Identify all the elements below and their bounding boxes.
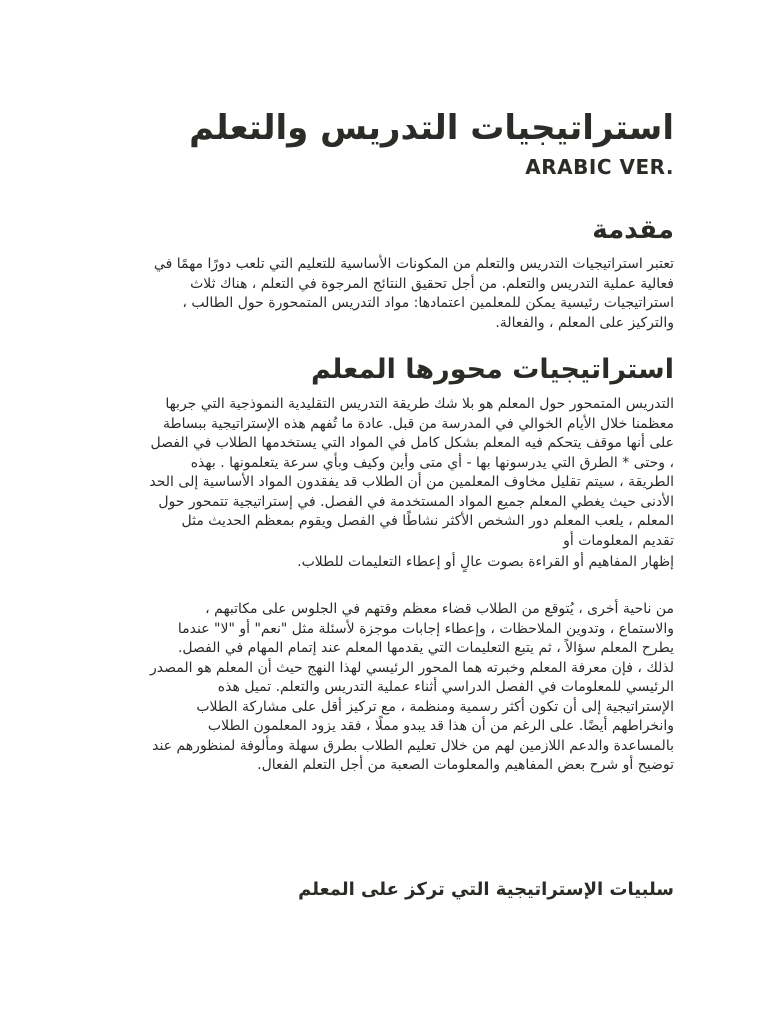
paragraph-line: فعالية عملية التدريس والتعلم. من أجل تحقيق النتائج المرجوة في التعلم ، هناك ثلاث [190, 275, 674, 292]
paragraph-line: توضيح أو شرح بعض المفاهيم والمعلومات الصعبة من أجل التعلم الفعال. [257, 757, 674, 773]
paragraph-line: وانخراطهم أيضًا. على الرغم من أن هذا قد يبدو مملًا ، فقد يزود المعلمون الطلاب [207, 718, 674, 734]
negatives-heading: سلبيات الإستراتيجية التي تركز على المعلم [298, 879, 674, 900]
paragraph-line: الأدنى حيث يغطي المعلم جميع المواد المستخدمة في الفصل. في إستراتيجية تتمحور حول [158, 493, 674, 510]
paragraph-line: يطرح المعلم سؤالاً ، ثم يتبع التعليمات التي يقدمها المعلم عند إتمام المهام في الفصل. [177, 640, 674, 656]
paragraph-line: لذلك ، فإن معرفة المعلم وخبرته هما المحور الرئيسي لهذا النهج حيث أن المعلم هو المصدر [150, 659, 674, 676]
paragraph-line: المعلم ، يلعب المعلم دور الشخص الأكثر نشاطًا في الفصل ويقوم بمعظم الحديث مثل [181, 513, 674, 529]
paragraph-line: استراتيجيات رئيسية يمكن للمعلمين اعتمادها: مواد التدريس المتمحورة حول الطالب ، [182, 295, 674, 311]
teacher-centered-paragraph [94, 395, 674, 551]
teacher-centered-extra-line [94, 553, 674, 573]
intro-heading: مقدمة [592, 215, 674, 245]
paragraph-line: والاستماع ، وتدوين الملاحظات ، وإعطاء إجابات موجزة لأسئلة مثل "نعم" أو "لا" عندما [177, 620, 674, 637]
document-title: استراتيجيات التدريس والتعلم [189, 108, 674, 148]
paragraph-line: معظمنا خلال الأيام الخوالي في المدرسة من قبل. عادة ما تُفهم هذه الإستراتيجية ببساطة [162, 415, 674, 432]
paragraph-line: تقديم المعلومات أو [563, 532, 674, 549]
paragraph-line: من ناحية أخرى ، يُتوقع من الطلاب قضاء معظم وقتهم في الجلوس على مكاتبهم ، [205, 601, 674, 617]
paragraph-line: الطريقة ، سيتم تقليل مخاوف المعلمين من أن الطلاب قد يفقدون المواد الأساسية إلى الحد [149, 474, 674, 490]
paragraph-line: ، وحتى * الطرق التي يدرسونها بها - أي متى وأين وكيف وبأي سرعة يتعلمونها . بهذه [190, 454, 674, 471]
paragraph-line: إظهار المفاهيم أو القراءة بصوت عالٍ أو إعطاء التعليمات للطلاب. [297, 554, 674, 570]
paragraph-line: الرئيسي للمعلومات في الفصل الدراسي أثناء عملية التدريس والتعلم. تميل هذه [217, 679, 674, 695]
paragraph-line: تعتبر استراتيجيات التدريس والتعلم من المكونات الأساسية للتعليم التي تلعب دورًا مهمًا في [153, 256, 674, 272]
student-role-paragraph [94, 600, 674, 776]
paragraph-line: التدريس المتمحور حول المعلم هو بلا شك طريقة التدريس التقليدية النموذجية التي جربها [165, 396, 674, 412]
paragraph-line: بالمساعدة والدعم اللازمين لهم من خلال تعليم الطلاب بطرق سهلة ومألوفة لمنظورهم عند [152, 737, 674, 754]
paragraph-line: والتركيز على المعلم ، والفعالة. [495, 314, 674, 331]
document-subtitle: ARABIC VER. [525, 155, 674, 179]
paragraph-line: الإستراتيجية إلى أن تكون أكثر رسمية ومنظمة ، مع تركيز أقل على مشاركة الطلاب [196, 698, 674, 715]
intro-paragraph [94, 255, 674, 333]
teacher-centered-heading: استراتيجيات محورها المعلم [310, 354, 674, 385]
paragraph-line: على أنها موقف يتحكم فيه المعلم بشكل كامل في المواد التي يستخدمها الطلاب في الفصل [150, 435, 674, 451]
